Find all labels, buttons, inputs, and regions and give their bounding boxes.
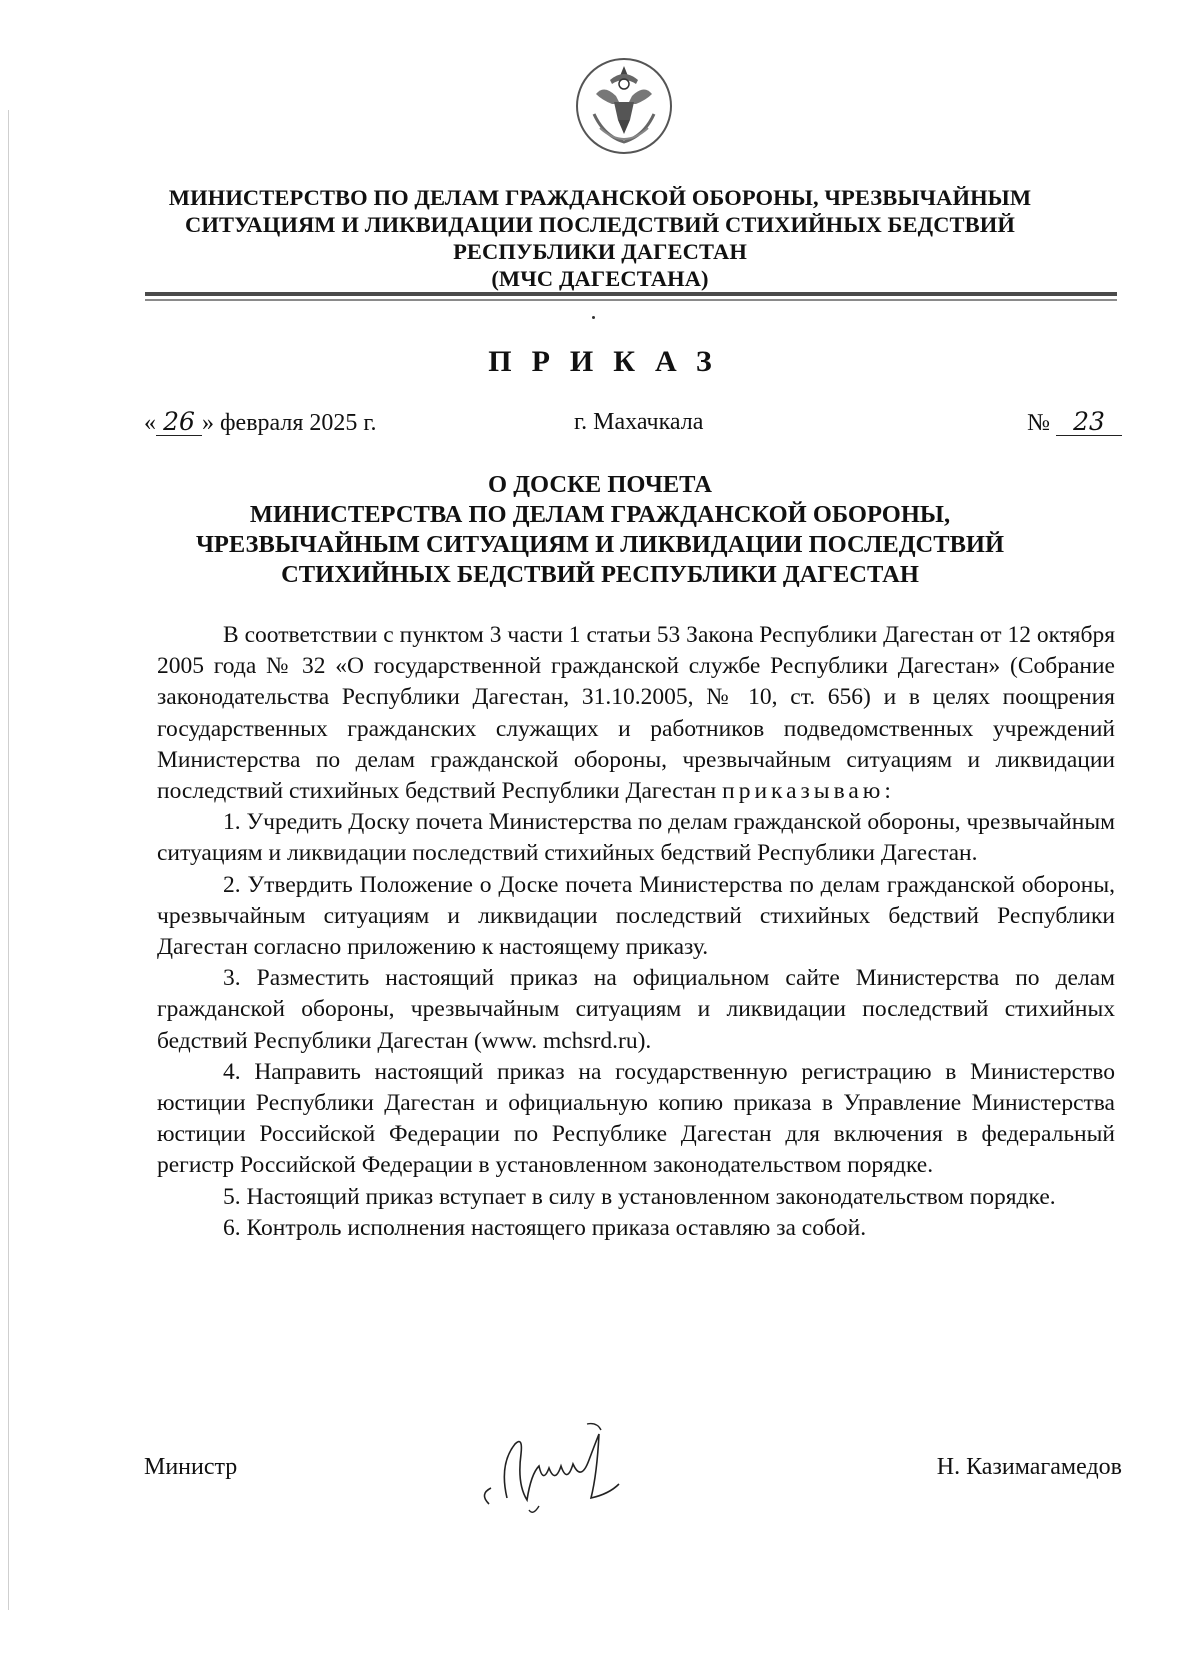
order-body (157, 620, 1115, 1244)
quote-open: « (144, 410, 156, 436)
scan-dot (592, 316, 595, 319)
ministry-line: РЕСПУБЛИКИ ДАГЕСТАН (453, 239, 747, 264)
order-word: приказываю (722, 778, 885, 805)
document-date (144, 409, 377, 437)
signature-block (144, 1440, 1122, 1550)
handwritten-day: 26 (156, 409, 202, 436)
signatory-name: Н. Казимагамедов (936, 1454, 1122, 1480)
title-line: О ДОСКЕ ПОЧЕТА (488, 471, 712, 498)
header-divider-thin (145, 299, 1117, 301)
order-item: 2. Утвердить Положение о Доске почета Министерства по делам гражданской обороны, чрезвычайным ситуациям и ликвидации последствий стихийных бедствий Республики Дагестан согласно приложению к настоящему приказу. (157, 871, 1115, 961)
order-item: 6. Контроль исполнения настоящего приказа оставляю за собой. (223, 1214, 867, 1241)
order-title (150, 470, 1050, 590)
title-line: МИНИСТЕРСТВА ПО ДЕЛАМ ГРАЖДАНСКОЙ ОБОРОНЫ, (249, 501, 951, 528)
ministry-line: СИТУАЦИЯМ И ЛИКВИДАЦИИ ПОСЛЕДСТВИЙ СТИХИЙНЫХ БЕДСТВИЙ (185, 212, 1015, 237)
ministry-line: (МЧС ДАГЕСТАНА) (491, 266, 709, 291)
handwritten-number: 23 (1056, 409, 1122, 436)
ministry-name-block (150, 184, 1050, 292)
preamble-text: В соответствии с пунктом 3 части 1 статьи 53 Закона Республики Дагестан от 12 октября 2005 года № 32 «О государственной гражданской службе Республики Дагестан» (Собрание законодательства Республики Дагестан, 31.10.2005, № 10, ст. 656) и в целях поощрения государственных гражданских служащих и работников подведомственных учреждений Министерства по делам гражданской обороны, чрезвычайным ситуациям и ликвидации последствий стихийных бедствий Республики Дагестан (157, 622, 1115, 805)
order-item: 3. Разместить настоящий приказ на официальном сайте Министерства по делам гражданской обороны, чрезвычайным ситуациям и ликвидации последствий стихийных бедствий Республики Дагестан (www. mchsrd.ru). (157, 965, 1115, 1054)
signatory-title: Министр (144, 1454, 238, 1480)
document-type-heading: ПРИКАЗ (488, 345, 732, 378)
document-number (1027, 409, 1122, 437)
document-city: г. Махачкала (574, 409, 704, 435)
number-prefix: № (1027, 410, 1056, 436)
order-item: 5. Настоящий приказ вступает в силу в установленном законодательством порядке. (223, 1183, 1056, 1210)
order-item: 4. Направить настоящий приказ на государственную регистрацию в Министерство юстиции Республики Дагестан и официальную копию приказа в Управление Министерства юстиции Российской Федерации по Республике Дагестан для включения в федеральный регистр Российской Федерации в установленном законодательством порядке. (157, 1058, 1115, 1179)
order-item: 1. Учредить Доску почета Министерства по делам гражданской обороны, чрезвычайным ситуациям и ликвидации последствий стихийных бедствий Республики Дагестан. (157, 809, 1115, 867)
quote-close: » (202, 410, 214, 436)
header-divider-thick (145, 292, 1117, 296)
scan-edge-line (8, 110, 9, 1610)
ministry-line: МИНИСТЕРСТВО ПО ДЕЛАМ ГРАЖДАНСКОЙ ОБОРОНЫ, ЧРЕЗВЫЧАЙНЫМ (168, 185, 1032, 210)
title-line: СТИХИЙНЫХ БЕДСТВИЙ РЕСПУБЛИКИ ДАГЕСТАН (281, 561, 919, 588)
document-meta-row (144, 409, 1122, 441)
order-colon: : (884, 778, 891, 805)
title-line: ЧРЕЗВЫЧАЙНЫМ СИТУАЦИЯМ И ЛИКВИДАЦИИ ПОСЛЕДСТВИЙ (195, 531, 1005, 558)
handwritten-signature (469, 1414, 639, 1524)
date-rest: февраля 2025 г. (214, 410, 377, 436)
coat-of-arms-emblem (574, 54, 674, 158)
preamble-paragraph (157, 620, 1115, 807)
